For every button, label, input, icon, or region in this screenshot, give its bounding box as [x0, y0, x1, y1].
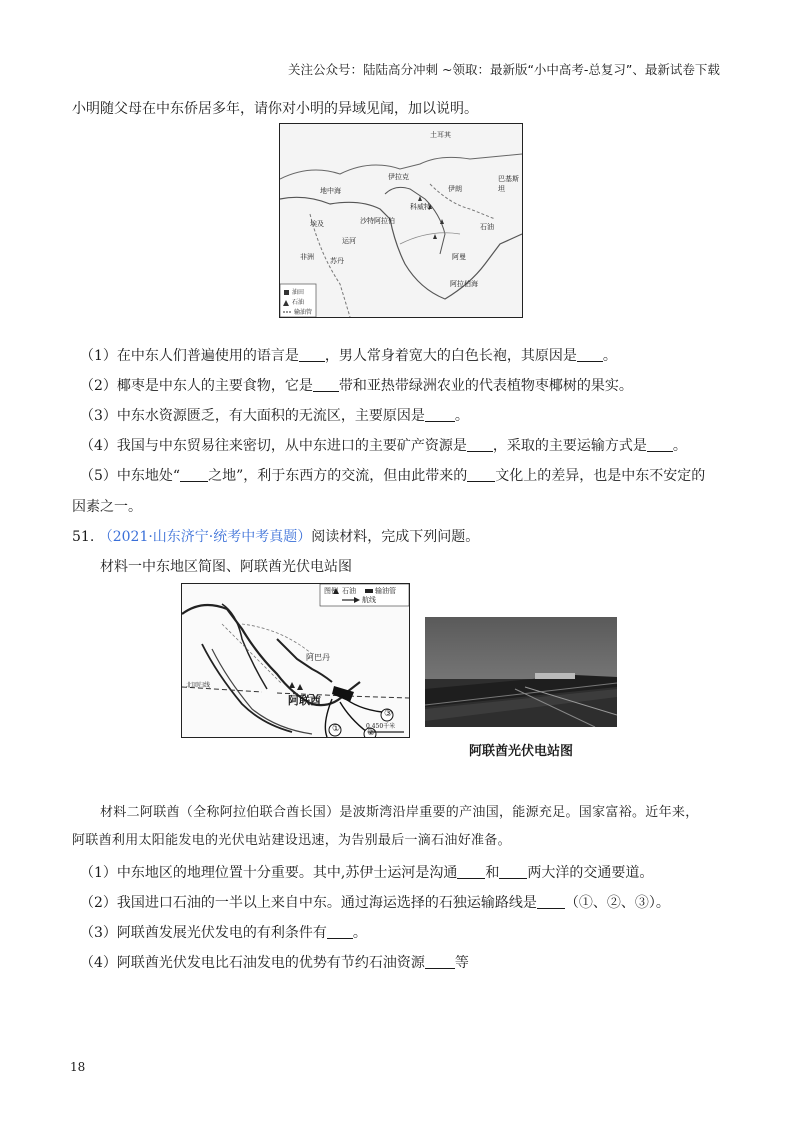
q51-material2-line2: 阿联酋利用太阳能发电的光伏电站建设迅速，为告别最后一滴石油好准备。: [72, 833, 511, 848]
map2-route-2: ②: [367, 728, 376, 738]
q50-sub5: （5）中东地处“ 之地”，利于东西方的交流，但由此带来的 文化上的差异，也是中东不安定的: [80, 468, 706, 484]
q50-sub1: （1）在中东人们普遍使用的语言是 ，男人常身着宽大的白色长袍，其原因是 。: [80, 348, 617, 364]
map2-legend-oil: 石油: [342, 587, 356, 595]
q51-sub2: （2）我国进口石油的一半以上来自中东。通过海运选择的石独运输路线是 （①、②、③）。: [80, 895, 670, 911]
q51-header: 51. （2021·山东济宁·统考中考真题）阅读材料，完成下列问题。: [72, 529, 480, 545]
answer-blank[interactable]: [467, 437, 493, 452]
answer-blank[interactable]: [577, 347, 603, 362]
q51-sub1: （1）中东地区的地理位置十分重要。其中,苏伊士运河是沟通 和 两大洋的交通要道。: [80, 865, 654, 881]
answer-blank[interactable]: [457, 864, 485, 879]
answer-blank[interactable]: [313, 377, 339, 392]
map1-legend-pipeline: 输油管: [294, 309, 313, 316]
map1-label-iraq: 伊拉克: [388, 173, 409, 181]
q50-sub5-cont: 因素之一。: [72, 499, 142, 515]
map1-label-arabian-sea: 阿拉伯海: [450, 280, 478, 288]
q50-sub3: （3）中东水资源匮乏，有大面积的无流区，主要原因是 。: [80, 408, 469, 424]
q51-source[interactable]: （2021·山东济宁·统考中考真题）: [98, 529, 312, 545]
map1-label-oil: 石油: [480, 223, 494, 231]
map2-label-abadan: 阿巴丹: [306, 653, 330, 662]
map2-route-1: ①: [332, 724, 341, 734]
map1-legend-oilfield: 油田: [292, 289, 305, 296]
map1-label-sudan: 苏丹: [330, 257, 344, 265]
answer-blank[interactable]: [647, 437, 673, 452]
answer-blank[interactable]: [299, 347, 325, 362]
pv-station-photo-drawing: [425, 617, 617, 727]
q50-intro: 小明随父母在中东侨居多年，请你对小明的异域见闻，加以说明。: [72, 101, 478, 117]
answer-blank[interactable]: [327, 924, 353, 939]
map1-label-turkey: 土耳其: [430, 131, 451, 139]
answer-blank[interactable]: [499, 864, 527, 879]
map2-legend-route: 航线: [362, 596, 376, 604]
middle-east-simple-map: [181, 583, 410, 738]
map1-label-oman: 阿曼: [452, 253, 466, 261]
map1-label-pakistan: 巴基斯坦: [498, 175, 519, 193]
map2-legend-title: 图例: [324, 587, 338, 595]
map1-label-saudi: 沙特阿拉伯: [360, 217, 395, 225]
map1-label-kuwait: 科威特: [410, 203, 431, 211]
q50-sub4: （4）我国与中东贸易往来密切，从中东进口的主要矿产资源是 ，采取的主要运输方式是 。: [80, 438, 687, 454]
map1-label-egypt: 埃及: [310, 220, 324, 228]
map1-label-iran: 伊朗: [448, 185, 462, 193]
answer-blank[interactable]: [467, 467, 495, 482]
q50-sub2: （2）椰枣是中东人的主要食物，它是 带和亚热带绿洲农业的代表植物枣椰树的果实。: [80, 378, 633, 394]
pv-station-photo: [425, 617, 617, 727]
page-header: 关注公众号：陆陆高分冲刺 ~领取：最新版“小中高考-总复习”、最新试卷下载: [288, 62, 720, 77]
map2-label-uae: 阿联酋: [288, 694, 321, 707]
middle-east-map: [279, 123, 523, 318]
answer-blank[interactable]: [180, 467, 208, 482]
answer-blank[interactable]: [425, 954, 455, 969]
map2-label-tropic: 北回归线: [186, 682, 211, 689]
q51-material1: 材料一中东地区简图、阿联酋光伏电站图: [100, 559, 352, 575]
page-number: 18: [70, 1060, 86, 1074]
map1-label-africa: 非洲: [300, 253, 314, 261]
q51-sub3: （3）阿联酋发展光伏发电的有利条件有 。: [80, 925, 367, 941]
map2-legend-pipeline: 输油管: [375, 587, 396, 595]
simple-map-drawing: [182, 584, 409, 737]
map2-scale: 0 450千米: [366, 723, 396, 730]
q51-material2-line1: 材料二阿联酋（全称阿拉伯联合酋长国）是波斯湾沿岸重要的产油国，能源充足。国家富裕。近年来，: [100, 805, 699, 820]
pv-photo-caption: 阿联酋光伏电站图: [469, 744, 574, 759]
map1-label-canal: 运河: [342, 237, 356, 245]
map1-label-mediterranean: 地中海: [320, 187, 341, 195]
map1-legend-oil: 石油: [292, 299, 305, 306]
answer-blank[interactable]: [537, 894, 565, 909]
q51-sub4: （4）阿联酋光伏发电比石油发电的优势有节约石油资源 等: [80, 955, 469, 971]
answer-blank[interactable]: [425, 407, 455, 422]
map2-route-3: ③: [384, 709, 393, 719]
